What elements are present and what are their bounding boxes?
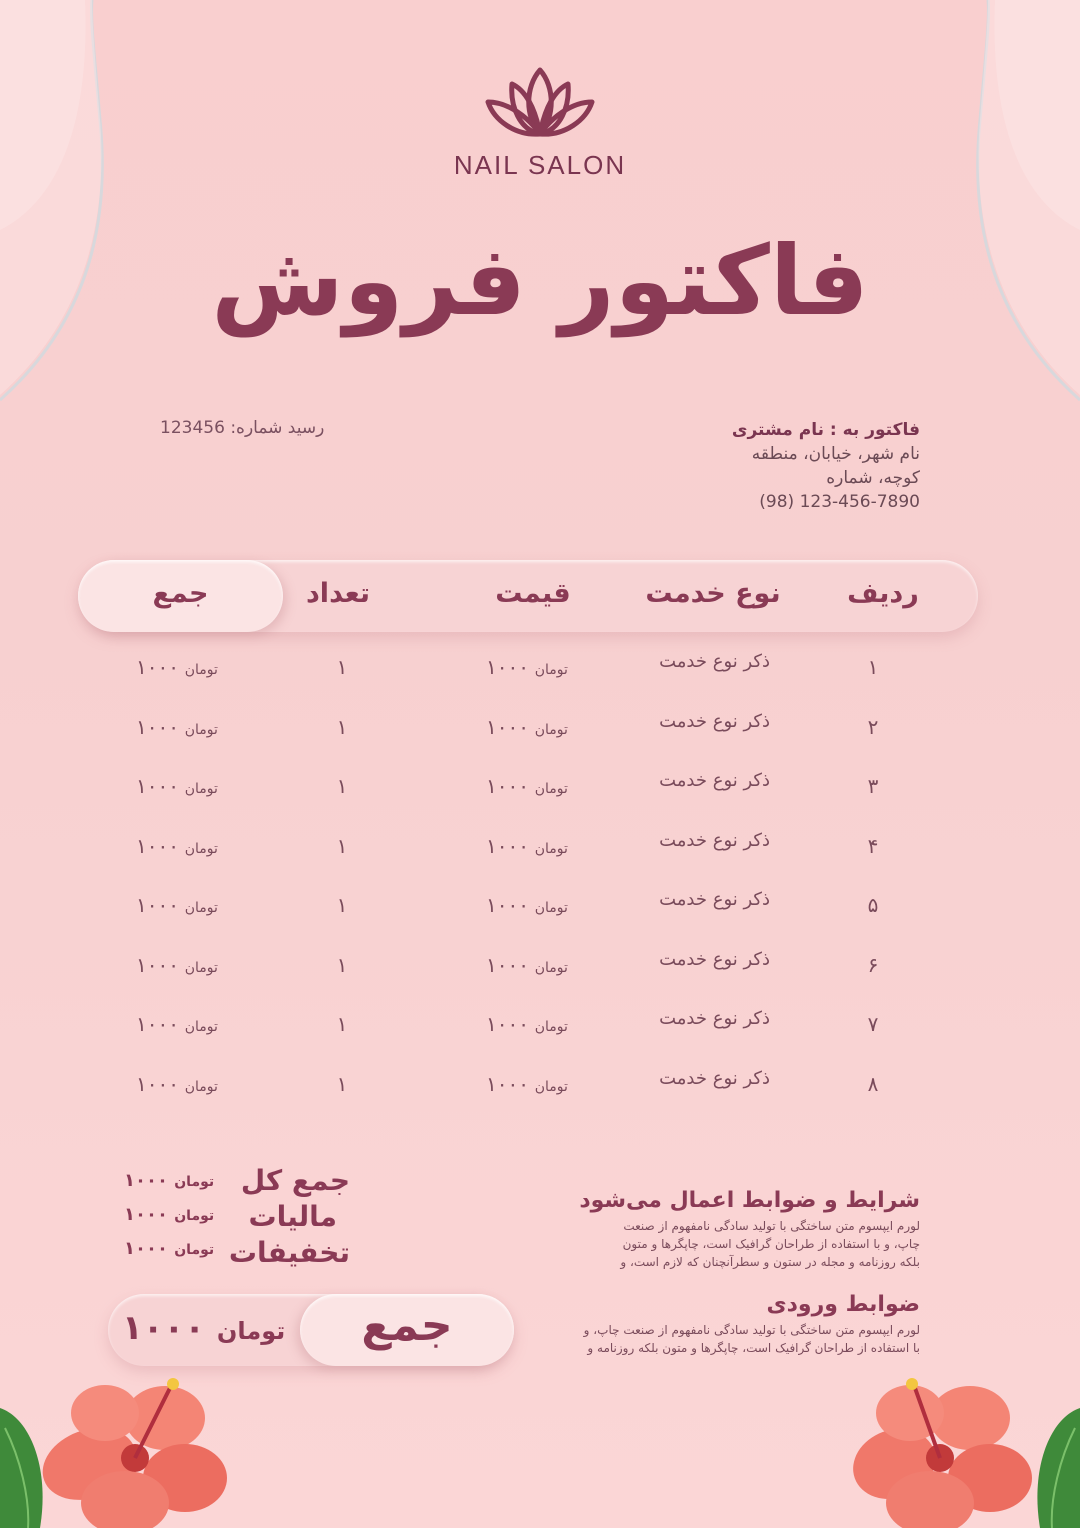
row-number: ۳ bbox=[867, 774, 879, 798]
brand-name: NAIL SALON bbox=[453, 150, 627, 180]
price-cell bbox=[486, 1072, 596, 1096]
grand-total-amount: ۱۰۰۰ bbox=[122, 1308, 206, 1348]
subtotal-label: جمع کل bbox=[240, 1164, 350, 1197]
grand-total-value bbox=[122, 1308, 285, 1348]
page-title: فاکتور فروش bbox=[211, 225, 869, 337]
entry-rules-title: ضوابط ورودی bbox=[766, 1292, 920, 1317]
phone-number: (98) 123-456-7890 bbox=[759, 492, 920, 512]
sum-cell bbox=[136, 834, 246, 858]
price-amount: ۱۰۰۰ bbox=[486, 1012, 529, 1036]
sum-currency: تومان bbox=[184, 840, 218, 857]
discount-amount: ۱۰۰۰ bbox=[124, 1238, 168, 1259]
price-cell bbox=[486, 953, 596, 977]
row-number: ۷ bbox=[867, 1012, 879, 1036]
row-number: ۴ bbox=[867, 833, 879, 858]
row-number: ۶ bbox=[867, 952, 879, 977]
grand-total-bar bbox=[108, 1294, 514, 1366]
terms-title: شرایط و ضوابط اعمال می‌شود bbox=[579, 1188, 920, 1213]
sum-amount: ۱۰۰۰ bbox=[136, 1012, 179, 1036]
price-currency: تومان bbox=[534, 781, 568, 797]
qty-cell: ۱ bbox=[336, 952, 348, 977]
service-name: ذکر نوع خدمت bbox=[659, 889, 770, 910]
row-number: ۵ bbox=[867, 893, 879, 917]
sum-cell bbox=[136, 715, 246, 739]
service-name: ذکر نوع خدمت bbox=[659, 1067, 770, 1089]
discount-currency: تومان bbox=[174, 1242, 215, 1258]
tax-currency: تومان bbox=[174, 1208, 215, 1224]
price-amount: ۱۰۰۰ bbox=[486, 1071, 529, 1096]
price-currency: تومان bbox=[534, 900, 568, 916]
entry-rules-text bbox=[500, 1321, 920, 1357]
qty-cell: ۱ bbox=[336, 833, 348, 858]
service-name: ذکر نوع خدمت bbox=[659, 710, 770, 732]
service-name: ذکر نوع خدمت bbox=[659, 651, 770, 672]
sum-currency: تومان bbox=[184, 1019, 218, 1035]
lotus-logo-icon bbox=[480, 62, 600, 142]
price-currency: تومان bbox=[534, 840, 568, 857]
price-currency: تومان bbox=[534, 1078, 568, 1095]
sum-currency: تومان bbox=[184, 900, 218, 916]
sum-currency: تومان bbox=[184, 959, 218, 976]
receipt-value: 123456 bbox=[160, 418, 225, 438]
sum-currency: تومان bbox=[184, 1078, 218, 1095]
sum-cell bbox=[136, 655, 246, 679]
subtotal-currency: تومان bbox=[174, 1174, 215, 1190]
qty-cell: ۱ bbox=[336, 1012, 348, 1036]
sum-amount: ۱۰۰۰ bbox=[136, 952, 179, 977]
row-number: ۲ bbox=[867, 714, 879, 739]
sum-amount: ۱۰۰۰ bbox=[136, 774, 179, 798]
hibiscus-flower-right-icon bbox=[840, 1378, 1080, 1528]
subtotal-value bbox=[124, 1170, 214, 1191]
price-amount: ۱۰۰۰ bbox=[486, 833, 529, 858]
qty-cell: ۱ bbox=[336, 655, 348, 679]
row-number: ۸ bbox=[867, 1071, 879, 1096]
qty-cell: ۱ bbox=[336, 774, 348, 798]
table-header bbox=[78, 560, 978, 632]
service-name: ذکر نوع خدمت bbox=[659, 1008, 770, 1029]
price-amount: ۱۰۰۰ bbox=[486, 952, 529, 977]
terms-line-2: چاپ، و با استفاده از طراحان گرافیک است، چاپگرها و متون bbox=[622, 1237, 920, 1251]
price-cell bbox=[486, 715, 596, 739]
price-cell bbox=[486, 834, 596, 858]
subtotal-amount: ۱۰۰۰ bbox=[124, 1170, 168, 1191]
sum-cell bbox=[136, 1072, 246, 1096]
qty-cell: ۱ bbox=[336, 1071, 348, 1096]
price-cell bbox=[486, 774, 596, 798]
sum-cell bbox=[136, 1012, 246, 1036]
tax-amount: ۱۰۰۰ bbox=[124, 1204, 168, 1225]
sum-currency: تومان bbox=[184, 721, 218, 738]
grand-total-label: جمع bbox=[361, 1300, 453, 1351]
price-currency: تومان bbox=[534, 1019, 568, 1035]
sum-amount: ۱۰۰۰ bbox=[136, 1071, 179, 1096]
price-cell bbox=[486, 1012, 596, 1036]
price-amount: ۱۰۰۰ bbox=[486, 714, 529, 739]
price-cell bbox=[486, 655, 596, 679]
sum-amount: ۱۰۰۰ bbox=[136, 655, 179, 679]
sum-currency: تومان bbox=[184, 662, 218, 678]
qty-cell: ۱ bbox=[336, 714, 348, 739]
entry-line-1: لورم ایپسوم متن ساختگی با تولید سادگی نامفهوم از صنعت چاپ، و bbox=[583, 1323, 920, 1337]
sum-cell bbox=[136, 953, 246, 977]
row-number: ۱ bbox=[867, 655, 879, 679]
receipt-number bbox=[160, 418, 324, 438]
hibiscus-flower-left-icon bbox=[0, 1378, 240, 1528]
price-cell bbox=[486, 893, 596, 917]
grand-total-currency: تومان bbox=[216, 1317, 286, 1345]
tax-value bbox=[124, 1204, 214, 1225]
entry-line-2: با استفاده از طراحان گرافیک است، چاپگرها و متون بلکه روزنامه و bbox=[587, 1341, 920, 1355]
address-line-2: کوچه، شماره bbox=[826, 468, 920, 488]
terms-line-1: لورم ایپسوم متن ساختگی با تولید سادگی نامفهوم از صنعت bbox=[623, 1219, 920, 1233]
tax-label: مالیات bbox=[248, 1200, 337, 1233]
bill-to-heading: فاکتور به : نام مشتری bbox=[731, 420, 920, 440]
terms-section bbox=[500, 1188, 920, 1271]
header-price: قیمت bbox=[495, 578, 571, 609]
discount-value bbox=[124, 1238, 214, 1259]
qty-cell: ۱ bbox=[336, 893, 348, 917]
service-name: ذکر نوع خدمت bbox=[659, 948, 770, 970]
receipt-label: رسید شماره: bbox=[230, 418, 325, 438]
price-currency: تومان bbox=[534, 959, 568, 976]
header-service: نوع خدمت bbox=[645, 578, 781, 609]
sum-cell bbox=[136, 893, 246, 917]
discount-label: تخفیفات bbox=[228, 1236, 350, 1269]
price-currency: تومان bbox=[534, 721, 568, 738]
price-amount: ۱۰۰۰ bbox=[486, 774, 529, 798]
price-currency: تومان bbox=[534, 662, 568, 678]
bill-to-block bbox=[560, 418, 920, 514]
sum-currency: تومان bbox=[184, 781, 218, 797]
sum-amount: ۱۰۰۰ bbox=[136, 833, 179, 858]
header-row: ردیف bbox=[847, 578, 919, 609]
sum-amount: ۱۰۰۰ bbox=[136, 714, 179, 739]
terms-line-3: بلکه روزنامه و مجله در ستون و سطرآنچنان که لازم است، و bbox=[620, 1255, 920, 1269]
sum-cell bbox=[136, 774, 246, 798]
sum-amount: ۱۰۰۰ bbox=[136, 893, 179, 917]
address-line-1: نام شهر، خیابان، منطقه bbox=[751, 444, 920, 464]
entry-rules-section bbox=[500, 1292, 920, 1357]
terms-text bbox=[500, 1217, 920, 1271]
header-qty: تعداد bbox=[305, 578, 371, 609]
service-name: ذکر نوع خدمت bbox=[659, 829, 770, 851]
price-amount: ۱۰۰۰ bbox=[486, 655, 529, 679]
service-name: ذکر نوع خدمت bbox=[659, 770, 770, 791]
header-sum: جمع bbox=[152, 578, 209, 609]
price-amount: ۱۰۰۰ bbox=[486, 893, 529, 917]
